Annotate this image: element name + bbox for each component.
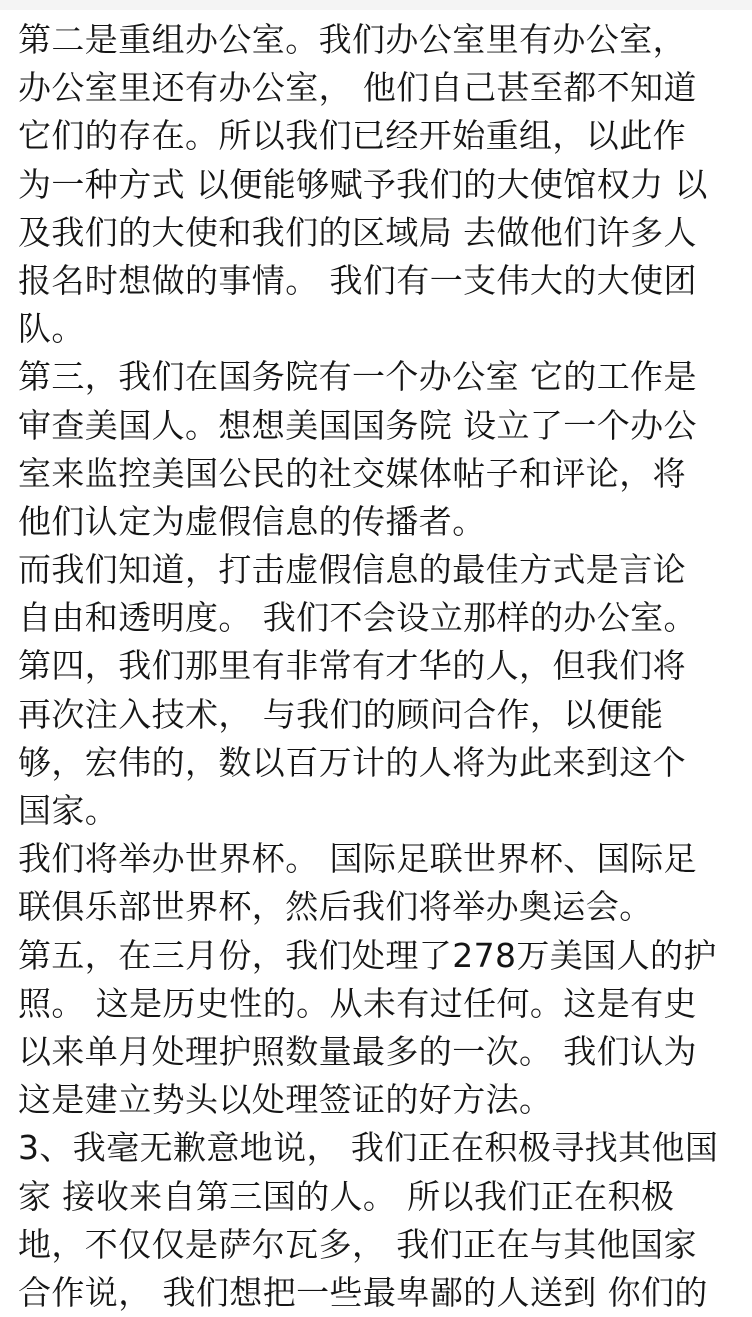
text-line: 为一种方式 以便能够赋予我们的大使馆权力 以 [18, 164, 708, 204]
document-text [18, 16, 748, 1317]
text-line: 室来监控美国公民的社交媒体帖子和评论，将 [18, 453, 686, 493]
text-line: 办公室里还有办公室， 他们自己甚至都不知道 [18, 68, 697, 108]
text-line: 第二是重组办公室。我们办公室里有办公室， [18, 20, 686, 59]
text-line: 他们认定为虚假信息的传播者。 [18, 501, 486, 541]
text-line: 再次注入技术， 与我们的顾问合作，以便能 [18, 694, 664, 734]
text-line: 审查美国人。想想美国国务院 设立了一个办公 [18, 405, 697, 445]
text-line: 自由和透明度。 我们不会设立那样的办公室。 [18, 598, 697, 638]
text-line: 我们将举办世界杯。 国际足联世界杯、国际足 [18, 839, 697, 879]
text-line: 报名时想做的事情。 我们有一支伟大的大使团 [18, 260, 697, 300]
text-line: 够，宏伟的，数以百万计的人将为此来到这个 [18, 742, 686, 782]
text-line: 及我们的大使和我们的区域局 去做他们许多人 [18, 212, 697, 252]
text-line: 3、我毫无歉意地说， 我们正在积极寻找其他国 [18, 1128, 719, 1168]
text-line: 地，不仅仅是萨尔瓦多， 我们正在与其他国家 [18, 1224, 697, 1264]
text-line: 它们的存在。所以我们已经开始重组，以此作 [18, 116, 686, 156]
text-line: 联俱乐部世界杯，然后我们将举办奥运会。 [18, 887, 653, 927]
text-line: 队。 [18, 309, 85, 349]
text-line: 以来单月处理护照数量最多的一次。 我们认为 [18, 1031, 697, 1071]
text-line: 而我们知道，打击虚假信息的最佳方式是言论 [18, 550, 686, 590]
text-line: 合作说， 我们想把一些最卑鄙的人送到 你们的 [18, 1272, 708, 1312]
text-line: 第三，我们在国务院有一个办公室 它的工作是 [18, 357, 697, 397]
text-line: 第五，在三月份，我们处理了278万美国人的护 [18, 935, 717, 975]
text-line: 照。 这是历史性的。从未有过任何。这是有史 [18, 983, 697, 1023]
text-line: 这是建立势头以处理签证的好方法。 [18, 1080, 553, 1120]
text-line: 家 接收来自第三国的人。 所以我们正在积极 [18, 1176, 675, 1216]
text-line: 第四，我们那里有非常有才华的人，但我们将 [18, 646, 686, 686]
text-line: 国家。 [18, 791, 119, 830]
top-edge-strip [0, 0, 752, 10]
